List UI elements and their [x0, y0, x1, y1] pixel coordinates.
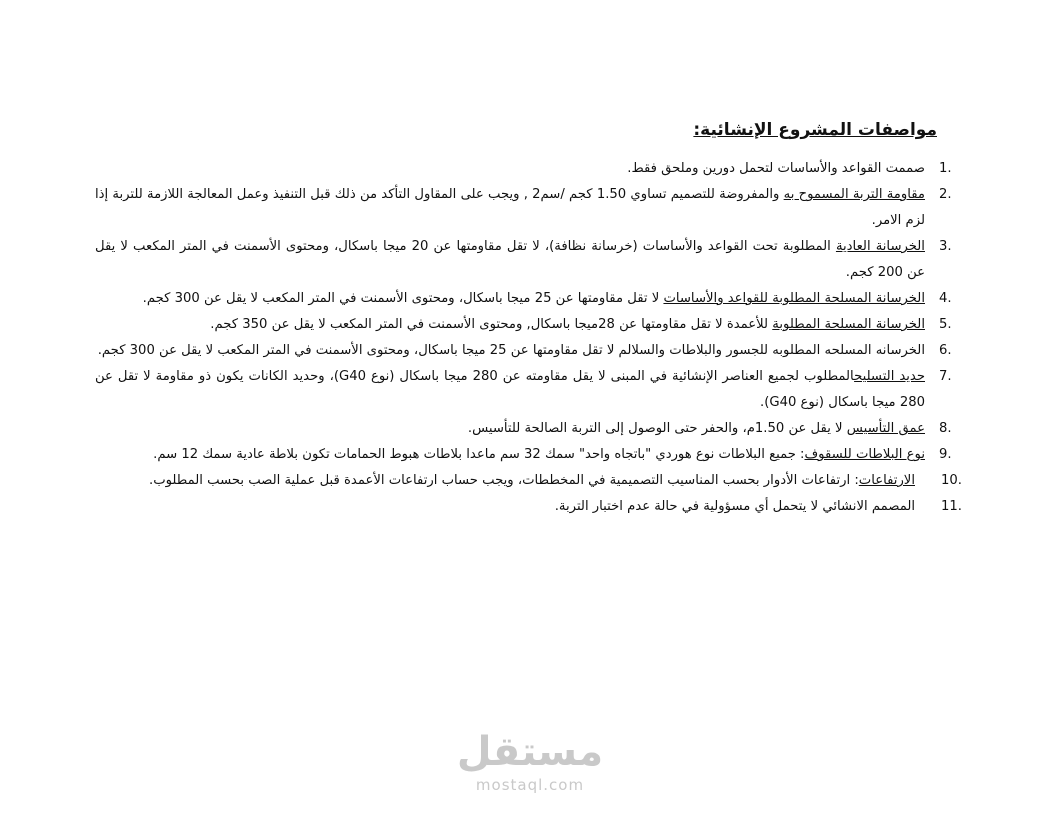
list-item: 8. عمق التأسيس لا يقل عن 1.50م، والحفر حتى الوصول إلى التربة الصالحة للتأسيس.: [467, 421, 952, 436]
list-item: 5. الخرسانة المسلحة المطلوبة للأعمدة لا تقل مقاومتها عن 28ميجا باسكال, ومحتوى الأسمنت في المتر المكعب لا يقل عن 350 كجم.: [210, 317, 952, 332]
list-item: 10. الارتفاعات: ارتفاعات الأدوار بحسب المناسيب التصميمية في المخططات، ويجب حساب ارتفاعات الأعمدة قبل عملية الصب بحسب المطلوب.: [149, 473, 962, 488]
list-item: 9. نوع البلاطات للسقوف: جميع البلاطات نوع هوردي "باتجاه واحد" سمك 32 سم ماعدا بلاطات هبوط الحمامات تكون بلاطة عادية سمك 12 سم.: [153, 447, 952, 462]
document-title: مواصفات المشروع الإنشائية:: [693, 120, 937, 140]
spec-list: [95, 156, 962, 520]
list-item: 2. مقاومة التربة المسموح به والمفروضة للتصميم تساوي 1.50 كجم /سم2 , ويجب على المقاول التأكد من ذلك قبل التنفيذ وعمل المعالجة اللازمة للتربة إذا لزم الامر.: [95, 187, 952, 228]
list-item: 1. صممت القواعد والأساسات لتحمل دورين وملحق فقط.: [627, 161, 952, 176]
list-item: 3. الخرسانة العادية المطلوبة تحت القواعد والأساسات (خرسانة نظافة)، لا تقل مقاومتها عن 20 ميجا باسكال، ومحتوى الأسمنت في المتر المكعب لا يقل عن 200 كجم.: [95, 239, 952, 280]
list-item: 4. الخرسانة المسلحة المطلوبة للقواعد والأساسات لا تقل مقاومتها عن 25 ميجا باسكال، ومحتوى الأسمنت في المتر المكعب لا يقل عن 300 كجم.: [142, 291, 952, 306]
spec-document: [95, 118, 962, 520]
watermark-arabic: مستقل: [456, 729, 604, 775]
list-item: 7. حديد التسليحالمطلوب لجميع العناصر الإنشائية في المبنى لا يقل مقاومته عن 280 ميجا باسكال (نوع G40)، وحديد الكانات يكون ذو مقاومة لا تقل عن 280 ميجا باسكال (نوع G40).: [95, 369, 952, 410]
mostaql-watermark: [440, 728, 620, 794]
list-item: 6. الخرسانه المسلحه المطلوبه للجسور والبلاطات والسلالم لا تقل مقاومتها عن 25 ميجا باسكال، ومحتوى الأسمنت في المتر المكعب لا يقل عن 300 كجم.: [97, 343, 952, 358]
list-item: 11. المصمم الانشائي لا يتحمل أي مسؤولية في حالة عدم اختبار التربة.: [554, 499, 962, 514]
watermark-latin: mostaql.com: [475, 776, 585, 794]
